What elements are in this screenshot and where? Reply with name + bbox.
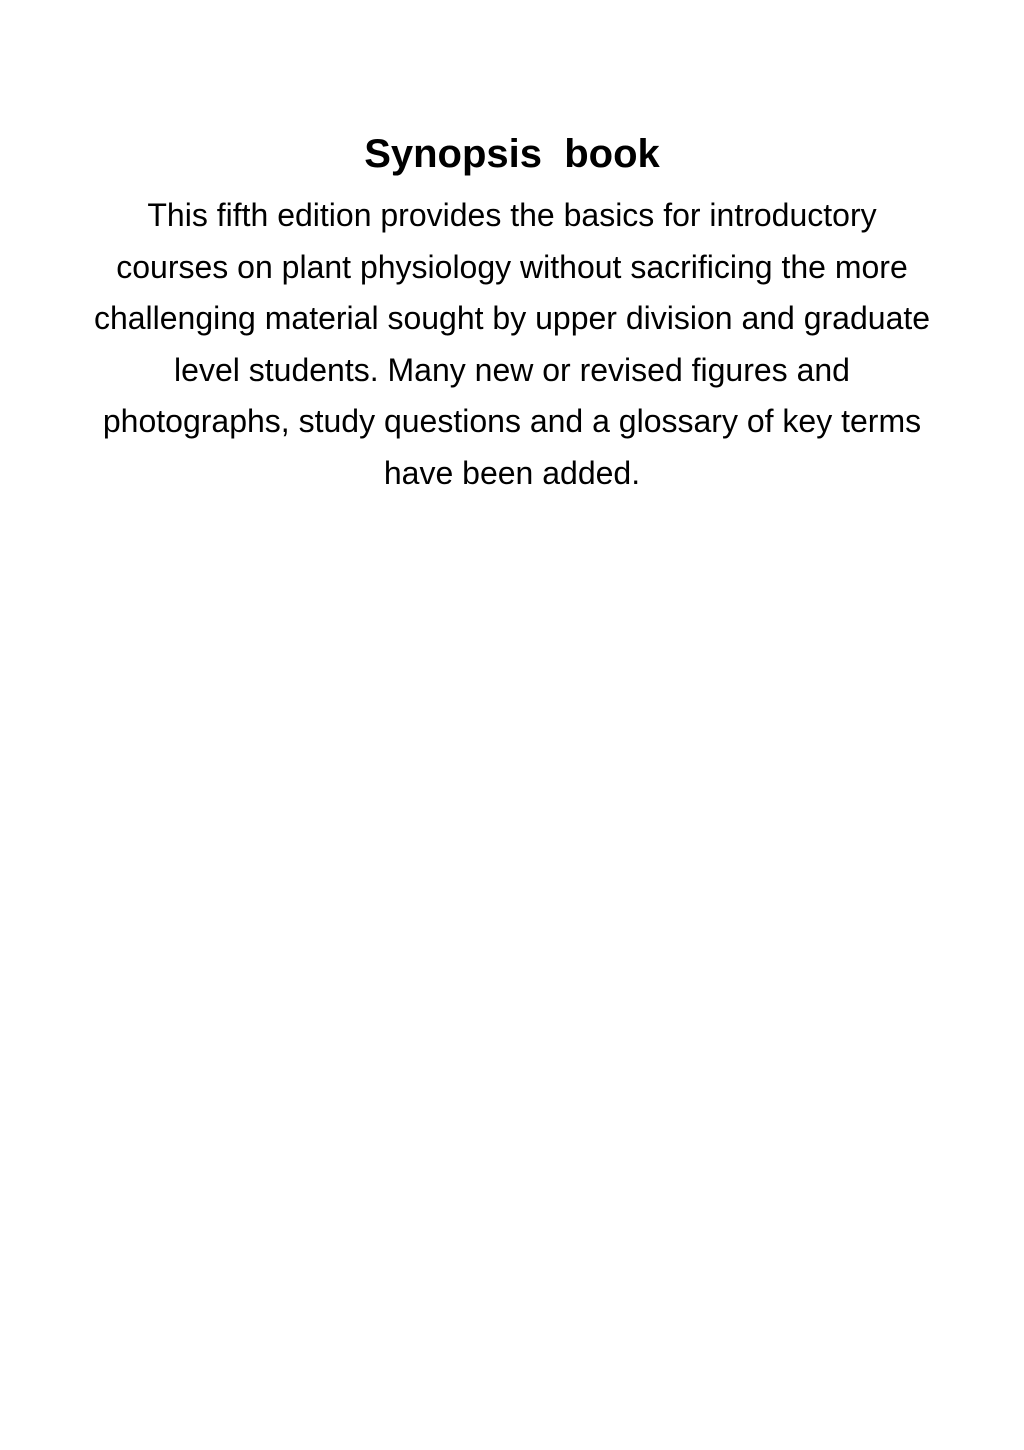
- document-title: Synopsis book: [364, 132, 660, 176]
- synopsis-line: have been added.: [383, 454, 641, 491]
- synopsis-line: level students. Many new or revised figures and: [174, 351, 850, 388]
- synopsis-line: This fifth edition provides the basics for introductory: [147, 197, 877, 233]
- synopsis-line: photographs, study questions and a glossary of key terms: [102, 403, 922, 439]
- synopsis-paragraph: [0, 190, 1024, 499]
- synopsis-line: challenging material sought by upper division and graduate: [93, 300, 931, 336]
- synopsis-line: courses on plant physiology without sacrificing the more: [116, 248, 908, 285]
